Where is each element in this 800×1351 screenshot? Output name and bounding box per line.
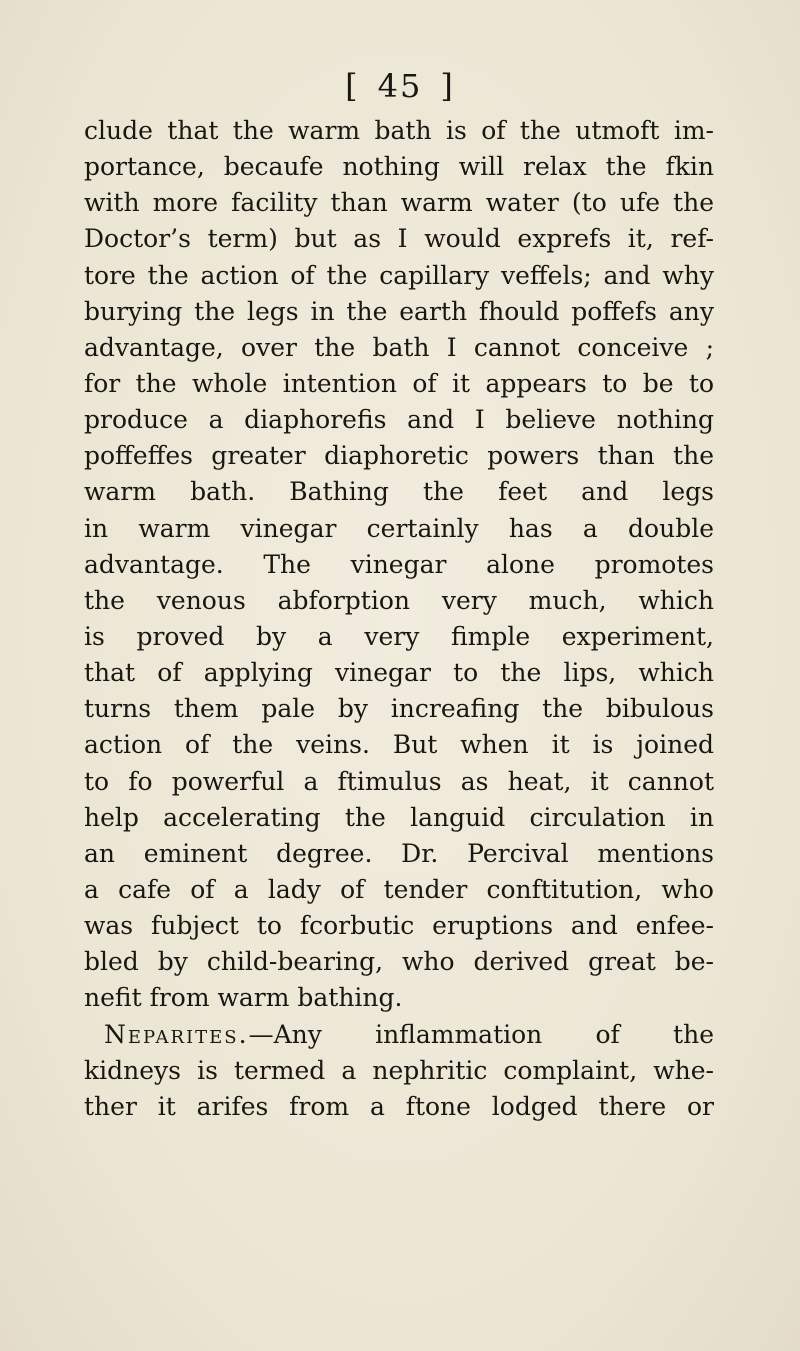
text-line: is proved by a very fimple experiment, xyxy=(84,621,714,651)
text-line: portance, becaufe nothing will relax the fkin xyxy=(84,152,714,182)
section-heading: Neparites. xyxy=(104,1019,249,1049)
text-line: a cafe of a lady of tender conftitution, who xyxy=(84,874,714,904)
text-line: burying the legs in the earth fhould poffefs any xyxy=(84,296,714,326)
text-line: to fo powerful a ftimulus as heat, it cannot xyxy=(84,766,714,796)
text-line: turns them pale by increafing the bibulous xyxy=(84,694,714,724)
text-line: advantage. The vinegar alone promotes xyxy=(84,549,714,579)
text-line: was fubject to fcorbutic eruptions and enfee- xyxy=(84,911,714,941)
text-line: warm bath. Bathing the feet and legs xyxy=(84,477,714,507)
text-line: for the whole intention of it appears to be to xyxy=(84,368,714,398)
text-line: clude that the warm bath is of the utmoft im- xyxy=(84,116,714,145)
close-bracket: ] xyxy=(440,67,455,105)
page-header xyxy=(0,66,800,106)
text-line: nefit from warm bathing. xyxy=(84,983,403,1013)
text-line: the venous abforption very much, which xyxy=(84,585,714,615)
body-text xyxy=(84,113,714,1125)
text-line: tore the action of the capillary veffels; and why xyxy=(84,260,714,290)
text-line: Doctor’s term) but as I would exprefs it, ref- xyxy=(84,224,714,254)
section-first-line-text: —Any inflammation of the xyxy=(248,1019,714,1049)
text-line: with more facility than warm water (to ufe the xyxy=(84,188,714,218)
text-line: in warm vinegar certainly has a double xyxy=(84,513,714,543)
page-number: 45 xyxy=(377,67,423,105)
text-line: that of applying vinegar to the lips, which xyxy=(84,658,714,688)
text-line: help accelerating the languid circulation in xyxy=(84,802,714,832)
section-first-line xyxy=(84,1017,714,1053)
text-line: kidneys is termed a nephritic complaint, whe- xyxy=(84,1055,714,1085)
text-line: an eminent degree. Dr. Percival mentions xyxy=(84,838,714,868)
text-line: action of the veins. But when it is joined xyxy=(84,730,714,760)
text-line: poffeffes greater diaphoretic powers than the xyxy=(84,441,714,471)
open-bracket: [ xyxy=(345,67,360,105)
text-line: ther it arifes from a ftone lodged there or xyxy=(84,1091,714,1121)
text-line: produce a diaphorefis and I believe nothing xyxy=(84,405,714,435)
text-line: advantage, over the bath I cannot conceive ; xyxy=(84,332,714,362)
text-line: bled by child-bearing, who derived great be- xyxy=(84,947,714,977)
